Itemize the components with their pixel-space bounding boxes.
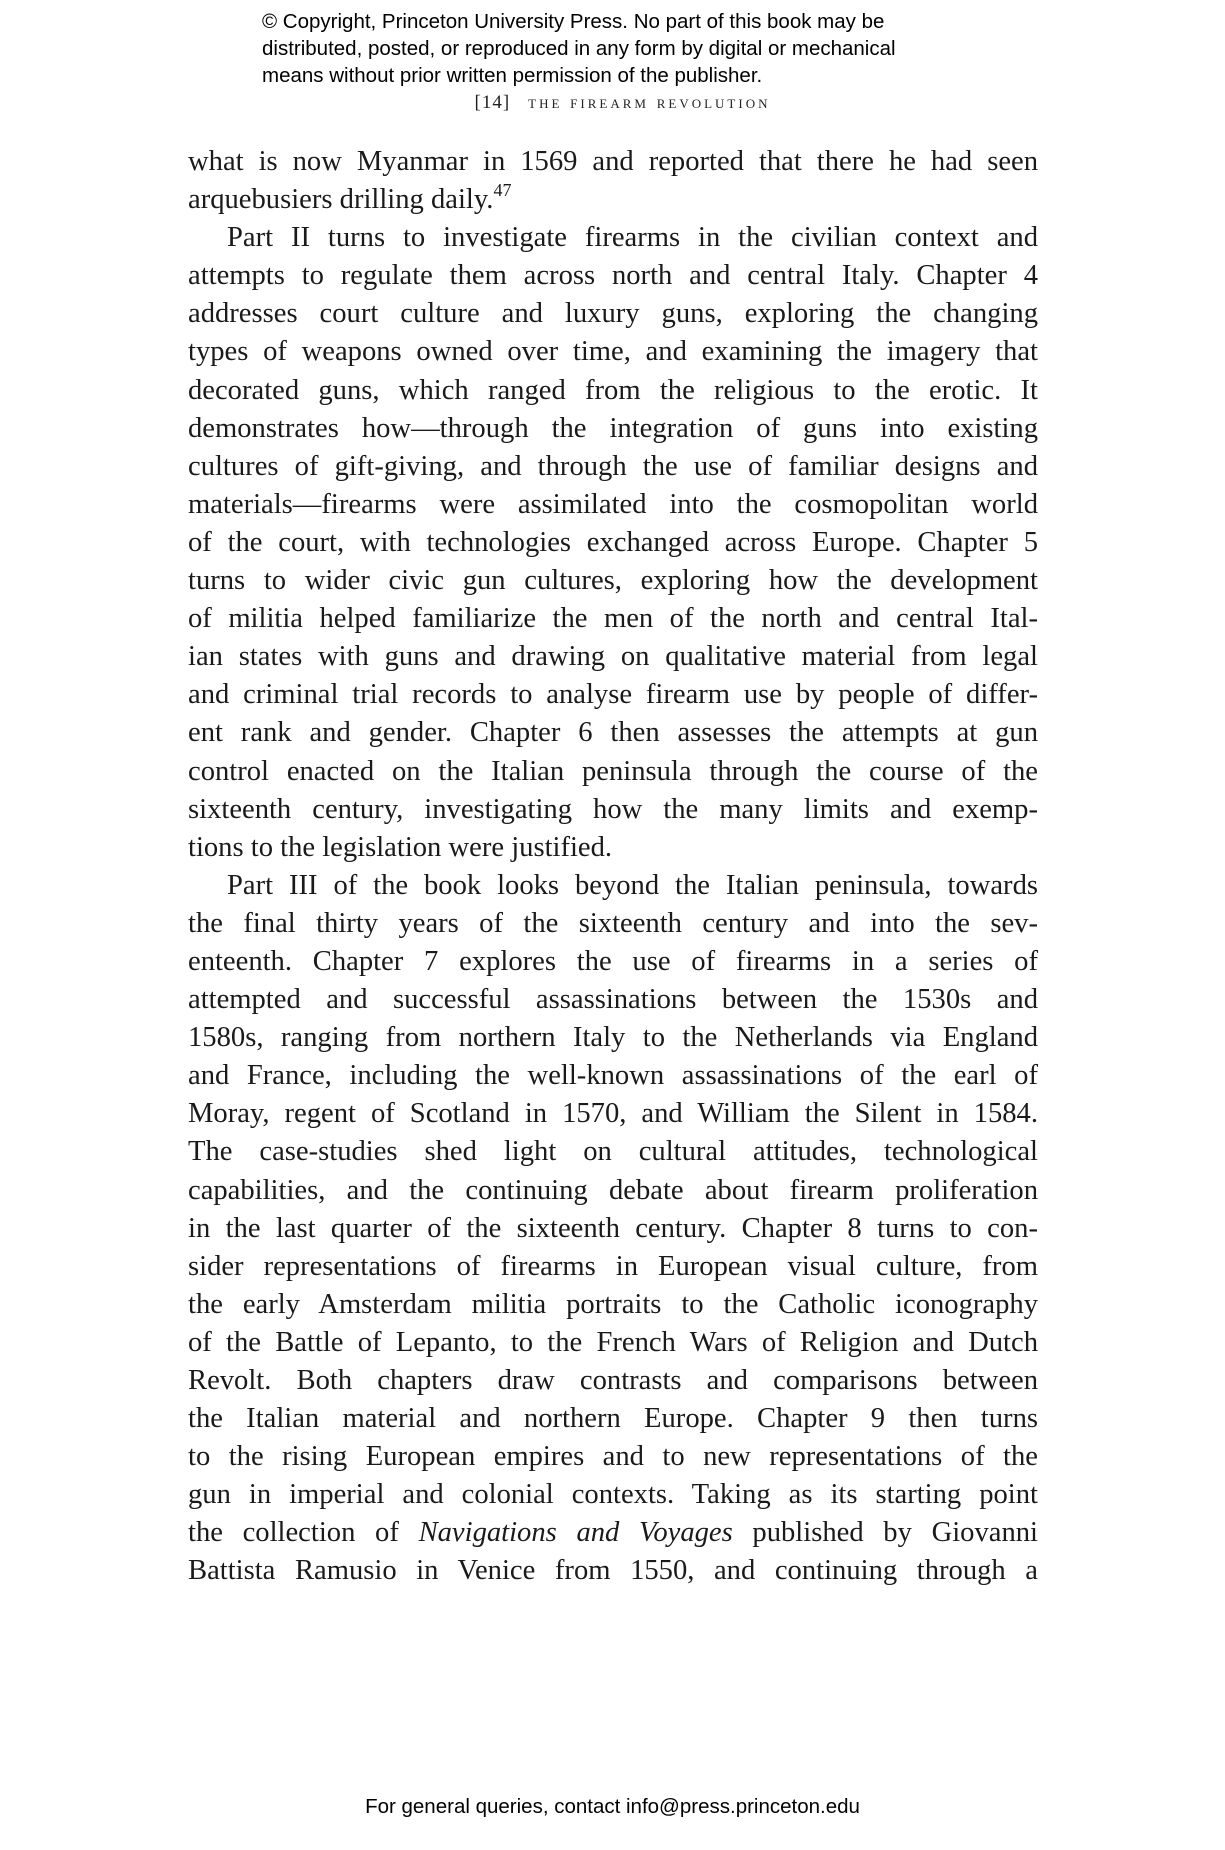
paragraph-3 <box>188 867 1038 1591</box>
text-line-content: published by Giovanni <box>732 1517 1038 1549</box>
text-line: the final thirty years of the sixteenth century and into the sev- <box>188 907 1038 939</box>
text-line <box>188 181 1038 219</box>
paragraph-1 <box>188 143 1038 219</box>
copyright-line: means without prior written permission of the publisher. <box>262 64 763 87</box>
text-line: The case-studies shed light on cultural attitudes, technological <box>188 1136 1038 1168</box>
text-line: Moray, regent of Scotland in 1570, and William the Silent in 1584. <box>188 1098 1038 1130</box>
text-line: ent rank and gender. Chapter 6 then assesses the attempts at gun <box>188 717 1038 749</box>
text-line: attempts to regulate them across north and central Italy. Chapter 4 <box>188 260 1038 292</box>
text-line: capabilities, and the continuing debate about firearm proliferation <box>188 1174 1038 1206</box>
text-line: enteenth. Chapter 7 explores the use of firearms in a series of <box>188 945 1038 977</box>
text-line: to the rising European empires and to new representations of the <box>188 1441 1038 1473</box>
copyright-line: © Copyright, Princeton University Press. No part of this book may be <box>262 10 885 33</box>
text-line: the Italian material and northern Europe. Chapter 9 then turns <box>188 1403 1038 1435</box>
text-line-content: arquebusiers drilling daily. <box>188 184 494 216</box>
text-line: cultures of gift-giving, and through the use of familiar designs and <box>188 450 1038 482</box>
paragraph-2 <box>188 219 1038 867</box>
text-line: what is now Myanmar in 1569 and reported that there he had seen <box>188 146 1038 177</box>
body-text <box>188 143 1038 1591</box>
text-line: the early Amsterdam militia portraits to the Catholic iconography <box>188 1288 1038 1320</box>
text-line: and criminal trial records to analyse firearm use by people of differ- <box>188 679 1038 711</box>
text-line: of the Battle of Lepanto, to the French Wars of Religion and Dutch <box>188 1326 1038 1358</box>
text-line: tions to the legislation were justified. <box>188 831 613 863</box>
running-head <box>0 92 1225 114</box>
text-line: demonstrates how—through the integration of guns into existing <box>188 412 1038 444</box>
copyright-notice <box>262 8 1022 89</box>
text-line: gun in imperial and colonial contexts. Taking as its starting point <box>188 1479 1038 1511</box>
text-line: Revolt. Both chapters draw contrasts and comparisons between <box>188 1365 1038 1396</box>
text-line: and France, including the well-known assassinations of the earl of <box>188 1060 1038 1092</box>
text-line: Battista Ramusio in Venice from 1550, and continuing through a <box>188 1555 1038 1587</box>
running-title: the firearm revolution <box>528 92 771 113</box>
text-line <box>188 1514 1038 1552</box>
text-line: 1580s, ranging from northern Italy to the Netherlands via England <box>188 1022 1038 1054</box>
text-line: Part III of the book looks beyond the Italian peninsula, towards <box>227 869 1038 901</box>
text-line: attempted and successful assassinations between the 1530s and <box>188 984 1038 1016</box>
text-line: addresses court culture and luxury guns, exploring the changing <box>188 298 1038 330</box>
text-line: of militia helped familiarize the men of the north and central Ital- <box>188 603 1038 635</box>
page-number: [14] <box>474 92 511 113</box>
text-line: in the last quarter of the sixteenth century. Chapter 8 turns to con- <box>188 1212 1038 1244</box>
footer-contact: For general queries, contact info@press.princeton.edu <box>365 1795 860 1818</box>
text-line: types of weapons owned over time, and examining the imagery that <box>188 336 1038 368</box>
text-line: of the court, with technologies exchanged across Europe. Chapter 5 <box>188 526 1038 558</box>
copyright-line: distributed, posted, or reproduced in any form by digital or mechanical <box>262 37 896 60</box>
text-line: control enacted on the Italian peninsula through the course of the <box>188 755 1038 787</box>
text-line: materials—firearms were assimilated into the cosmopolitan world <box>188 488 1038 520</box>
footnote-marker: 47 <box>493 179 512 200</box>
book-title: Navigations and Voyages <box>418 1517 733 1549</box>
text-line-content: the collection of <box>188 1517 419 1549</box>
text-line: sixteenth century, investigating how the many limits and exemp- <box>188 793 1038 825</box>
text-line: turns to wider civic gun cultures, exploring how the development <box>188 565 1038 597</box>
text-line: Part II turns to investigate firearms in the civilian context and <box>227 222 1038 254</box>
text-line: decorated guns, which ranged from the religious to the erotic. It <box>188 374 1038 406</box>
text-line: ian states with guns and drawing on qualitative material from legal <box>188 641 1038 673</box>
text-line: sider representations of firearms in European visual culture, from <box>188 1250 1038 1282</box>
